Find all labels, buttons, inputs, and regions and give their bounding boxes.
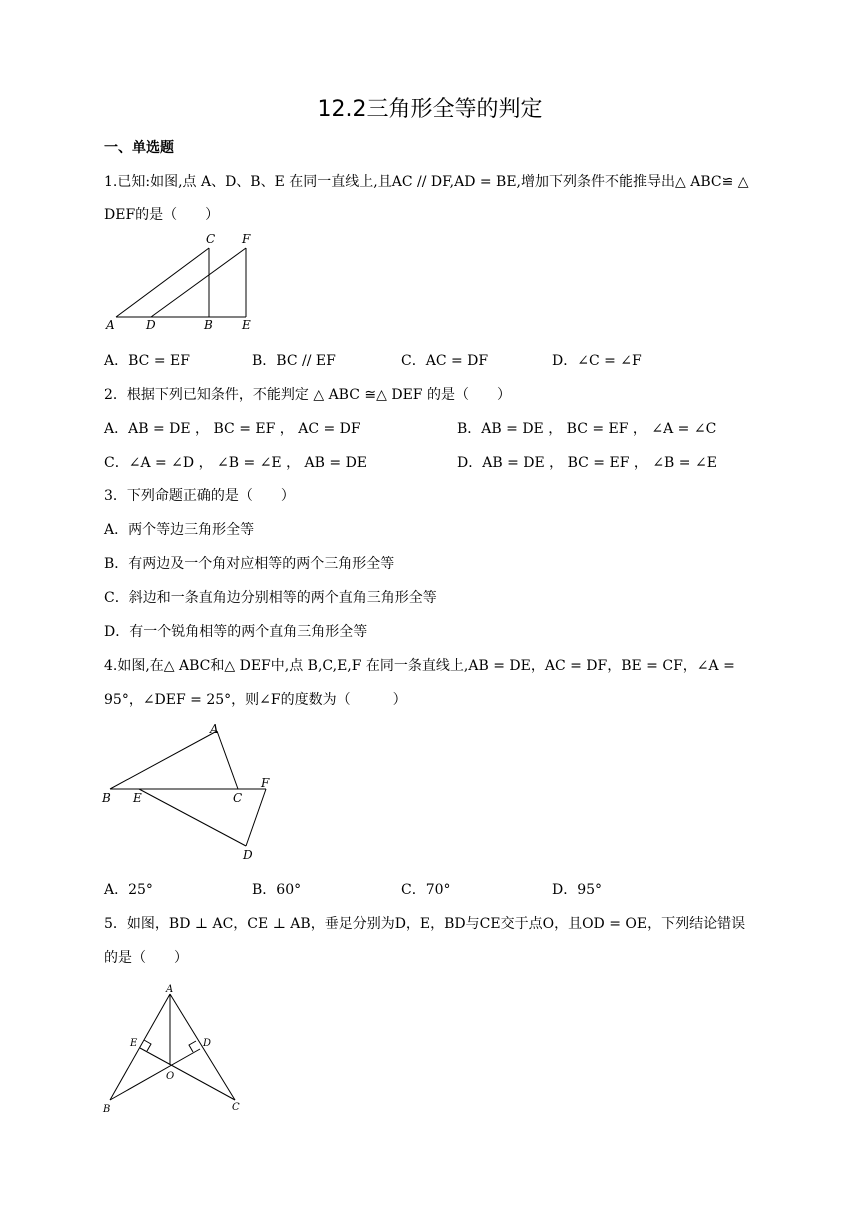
page-title: 12.2三角形全等的判定 (317, 97, 543, 122)
q3-option-a: A．两个等边三角形全等 (104, 522, 255, 538)
q1-figure (100, 228, 270, 336)
q1-label-d: D (146, 318, 156, 332)
q4-option-d: D．95° (552, 882, 603, 898)
q5-label-e: E (130, 1038, 138, 1049)
q4-label-b: B (102, 791, 111, 805)
q5-label-a: A (166, 984, 174, 995)
q4-label-d: D (243, 848, 253, 862)
q4-label-a: A (210, 722, 219, 736)
q4-option-c: C．70° (401, 882, 451, 898)
q2-option-a: A．AB = DE ， BC = EF ， AC = DF (104, 421, 361, 437)
q2-option-c: C．∠A = ∠D ， ∠B = ∠E ， AB = DE (104, 455, 368, 471)
q1-option-d: D．∠C = ∠F (552, 353, 642, 369)
q2-option-d: D．AB = DE ， BC = EF ， ∠B = ∠E (457, 455, 717, 471)
q1-line-df (151, 248, 246, 317)
q5-label-o: O (166, 1071, 175, 1082)
q4-label-f: F (261, 776, 270, 790)
q3-option-d: D．有一个锐角相等的两个直角三角形全等 (104, 624, 368, 640)
q5-right-angle-d (189, 1041, 196, 1052)
q1-line-ac (116, 248, 209, 317)
q4-stem-line1: 4.如图,在△ ABC和△ DEF中,点 B,C,E,F 在同一条直线上,AB = DE，AC = DF，BE = CF，∠A = (104, 658, 735, 674)
q1-option-c: C．AC = DF (401, 353, 489, 369)
q4-option-b: B．60° (252, 882, 302, 898)
q2-stem: 2．根据下列已知条件，不能判定 △ ABC ≅△ DEF 的是（ ） (104, 387, 511, 403)
q1-label-f: F (242, 232, 251, 246)
q3-stem: 3．下列命题正确的是（ ） (104, 488, 295, 504)
q1-option-a: A．BC = EF (104, 353, 190, 369)
q5-label-c: C (232, 1102, 240, 1113)
q2-option-b: B．AB = DE ， BC = EF ， ∠A = ∠C (457, 421, 717, 437)
q1-label-b: B (204, 318, 213, 332)
q3-option-b: B．有两边及一个角对应相等的两个三角形全等 (104, 556, 395, 572)
q4-line-ac (217, 731, 238, 789)
q5-stem-line1: 5．如图，BD ⊥ AC，CE ⊥ AB，垂足分别为D，E，BD与CE交于点O，且OD = OE，下列结论错误 (104, 916, 746, 932)
q4-label-c: C (233, 791, 243, 805)
q1-label-a: A (106, 318, 115, 332)
q5-label-d: D (203, 1038, 212, 1049)
q4-option-a: A．25° (104, 882, 153, 898)
q4-line-ed (139, 789, 246, 846)
q4-stem-line2: 95°，∠DEF = 25°，则∠F的度数为（ ） (104, 692, 407, 708)
q1-option-b: B．BC // EF (252, 353, 336, 369)
q5-right-angle-e (144, 1040, 151, 1051)
q5-line-ab (110, 994, 170, 1100)
q5-figure (100, 982, 250, 1117)
q4-figure (100, 718, 280, 866)
q4-line-ba (110, 731, 217, 789)
q5-stem-line2: 的是（ ） (104, 950, 188, 966)
q1-label-c: C (206, 232, 216, 246)
q1-label-e: E (242, 318, 251, 332)
q4-line-fd (246, 789, 266, 846)
section-heading: 一、单选题 (104, 140, 174, 156)
q5-label-b: B (103, 1104, 111, 1115)
q1-stem-line2: DEF的是（ ） (104, 207, 220, 223)
q4-label-e: E (133, 791, 142, 805)
q3-option-c: C．斜边和一条直角边分别相等的两个直角三角形全等 (104, 590, 437, 606)
q1-stem-line1: 1.已知:如图,点 A、D、B、E 在同一直线上,且AC // DF,AD = BE,增加下列条件不能推导出△ ABC≌ △ (104, 174, 749, 190)
